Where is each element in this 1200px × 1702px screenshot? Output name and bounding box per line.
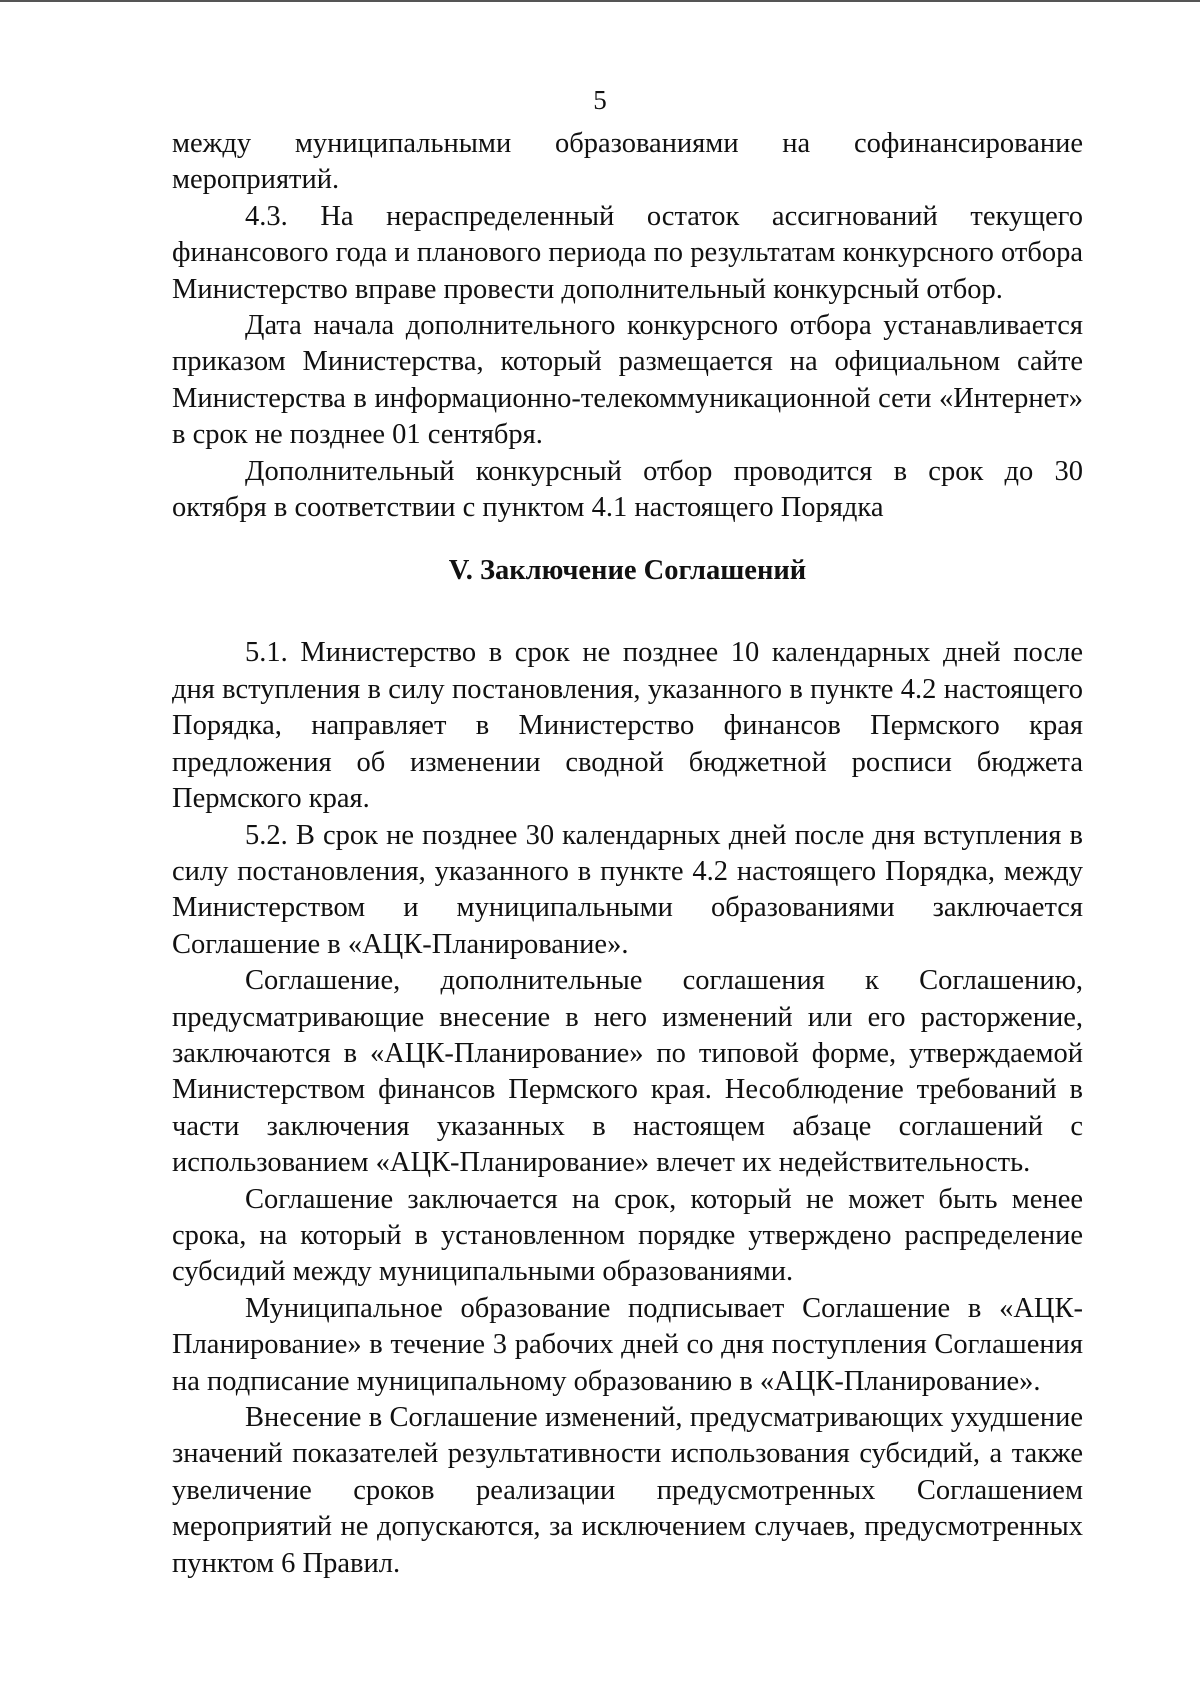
paragraph-additional-selection: Дополнительный конкурсный отбор проводится в срок до 30 октября в соответствии с пунктом 4.1 настоящего Порядка xyxy=(172,455,1083,524)
document-body xyxy=(172,126,1083,1582)
section-heading: V. Заключение Соглашений xyxy=(448,555,807,587)
paragraph-continuation: между муниципальными образованиями на софинансирование мероприятий. xyxy=(172,128,1083,196)
paragraph-agreement-term: Соглашение заключается на срок, который не может быть менее срока, на который в установленном порядке утверждено распределение субсидий между муниципальными образованиями. xyxy=(172,1183,1083,1288)
paragraph-signing: Муниципальное образование подписывает Соглашение в «АЦК-Планирование» в течение 3 рабочих дней со дня поступления Соглашения на подписание муниципальному образованию в «АЦК-Планирование». xyxy=(172,1292,1083,1397)
paragraph-5-2: 5.2. В срок не позднее 30 календарных дней после дня вступления в силу постановления, указанного в пункте 4.2 настоящего Порядка, между Министерством и муниципальными образованиями заключается Соглашение в «АЦК-Планирование». xyxy=(172,819,1083,960)
paragraph-start-date: Дата начала дополнительного конкурсного отбора устанавливается приказом Министерства, который размещается на официальном сайте Министерства в информационно-телекоммуникационной сети «Интернет» в срок не позднее 01 сентября. xyxy=(172,310,1083,451)
page-number: 5 xyxy=(593,85,607,115)
paragraph-4-3: 4.3. На нераспределенный остаток ассигнований текущего финансового года и планового периода по результатам конкурсного отбора Министерство вправе провести дополнительный конкурсный отбор. xyxy=(172,200,1083,305)
paragraph-5-1: 5.1. Министерство в срок не позднее 10 календарных дней после дня вступления в силу постановления, указанного в пункте 4.2 настоящего Порядка, направляет в Министерство финансов Пермского края предложения об изменении сводной бюджетной росписи бюджета Пермского края. xyxy=(172,637,1083,815)
paragraph-amendments: Внесение в Соглашение изменений, предусматривающих ухудшение значений показателей результативности использования субсидий, а также увеличение сроков реализации предусмотренных Соглашением мероприятий не допускаются, за исключением случаев, предусмотренных пунктом 6 Правил. xyxy=(172,1402,1083,1579)
paragraph-agreement-form: Соглашение, дополнительные соглашения к Соглашению, предусматривающие внесение в него изменений или его расторжение, заключаются в «АЦК-Планирование» по типовой форме, утверждаемой Министерством финансов Пермского края. Несоблюдение требований в части заключения указанных в настоящем абзаце соглашений с использованием «АЦК-Планирование» влечет их недействительность. xyxy=(172,965,1083,1179)
